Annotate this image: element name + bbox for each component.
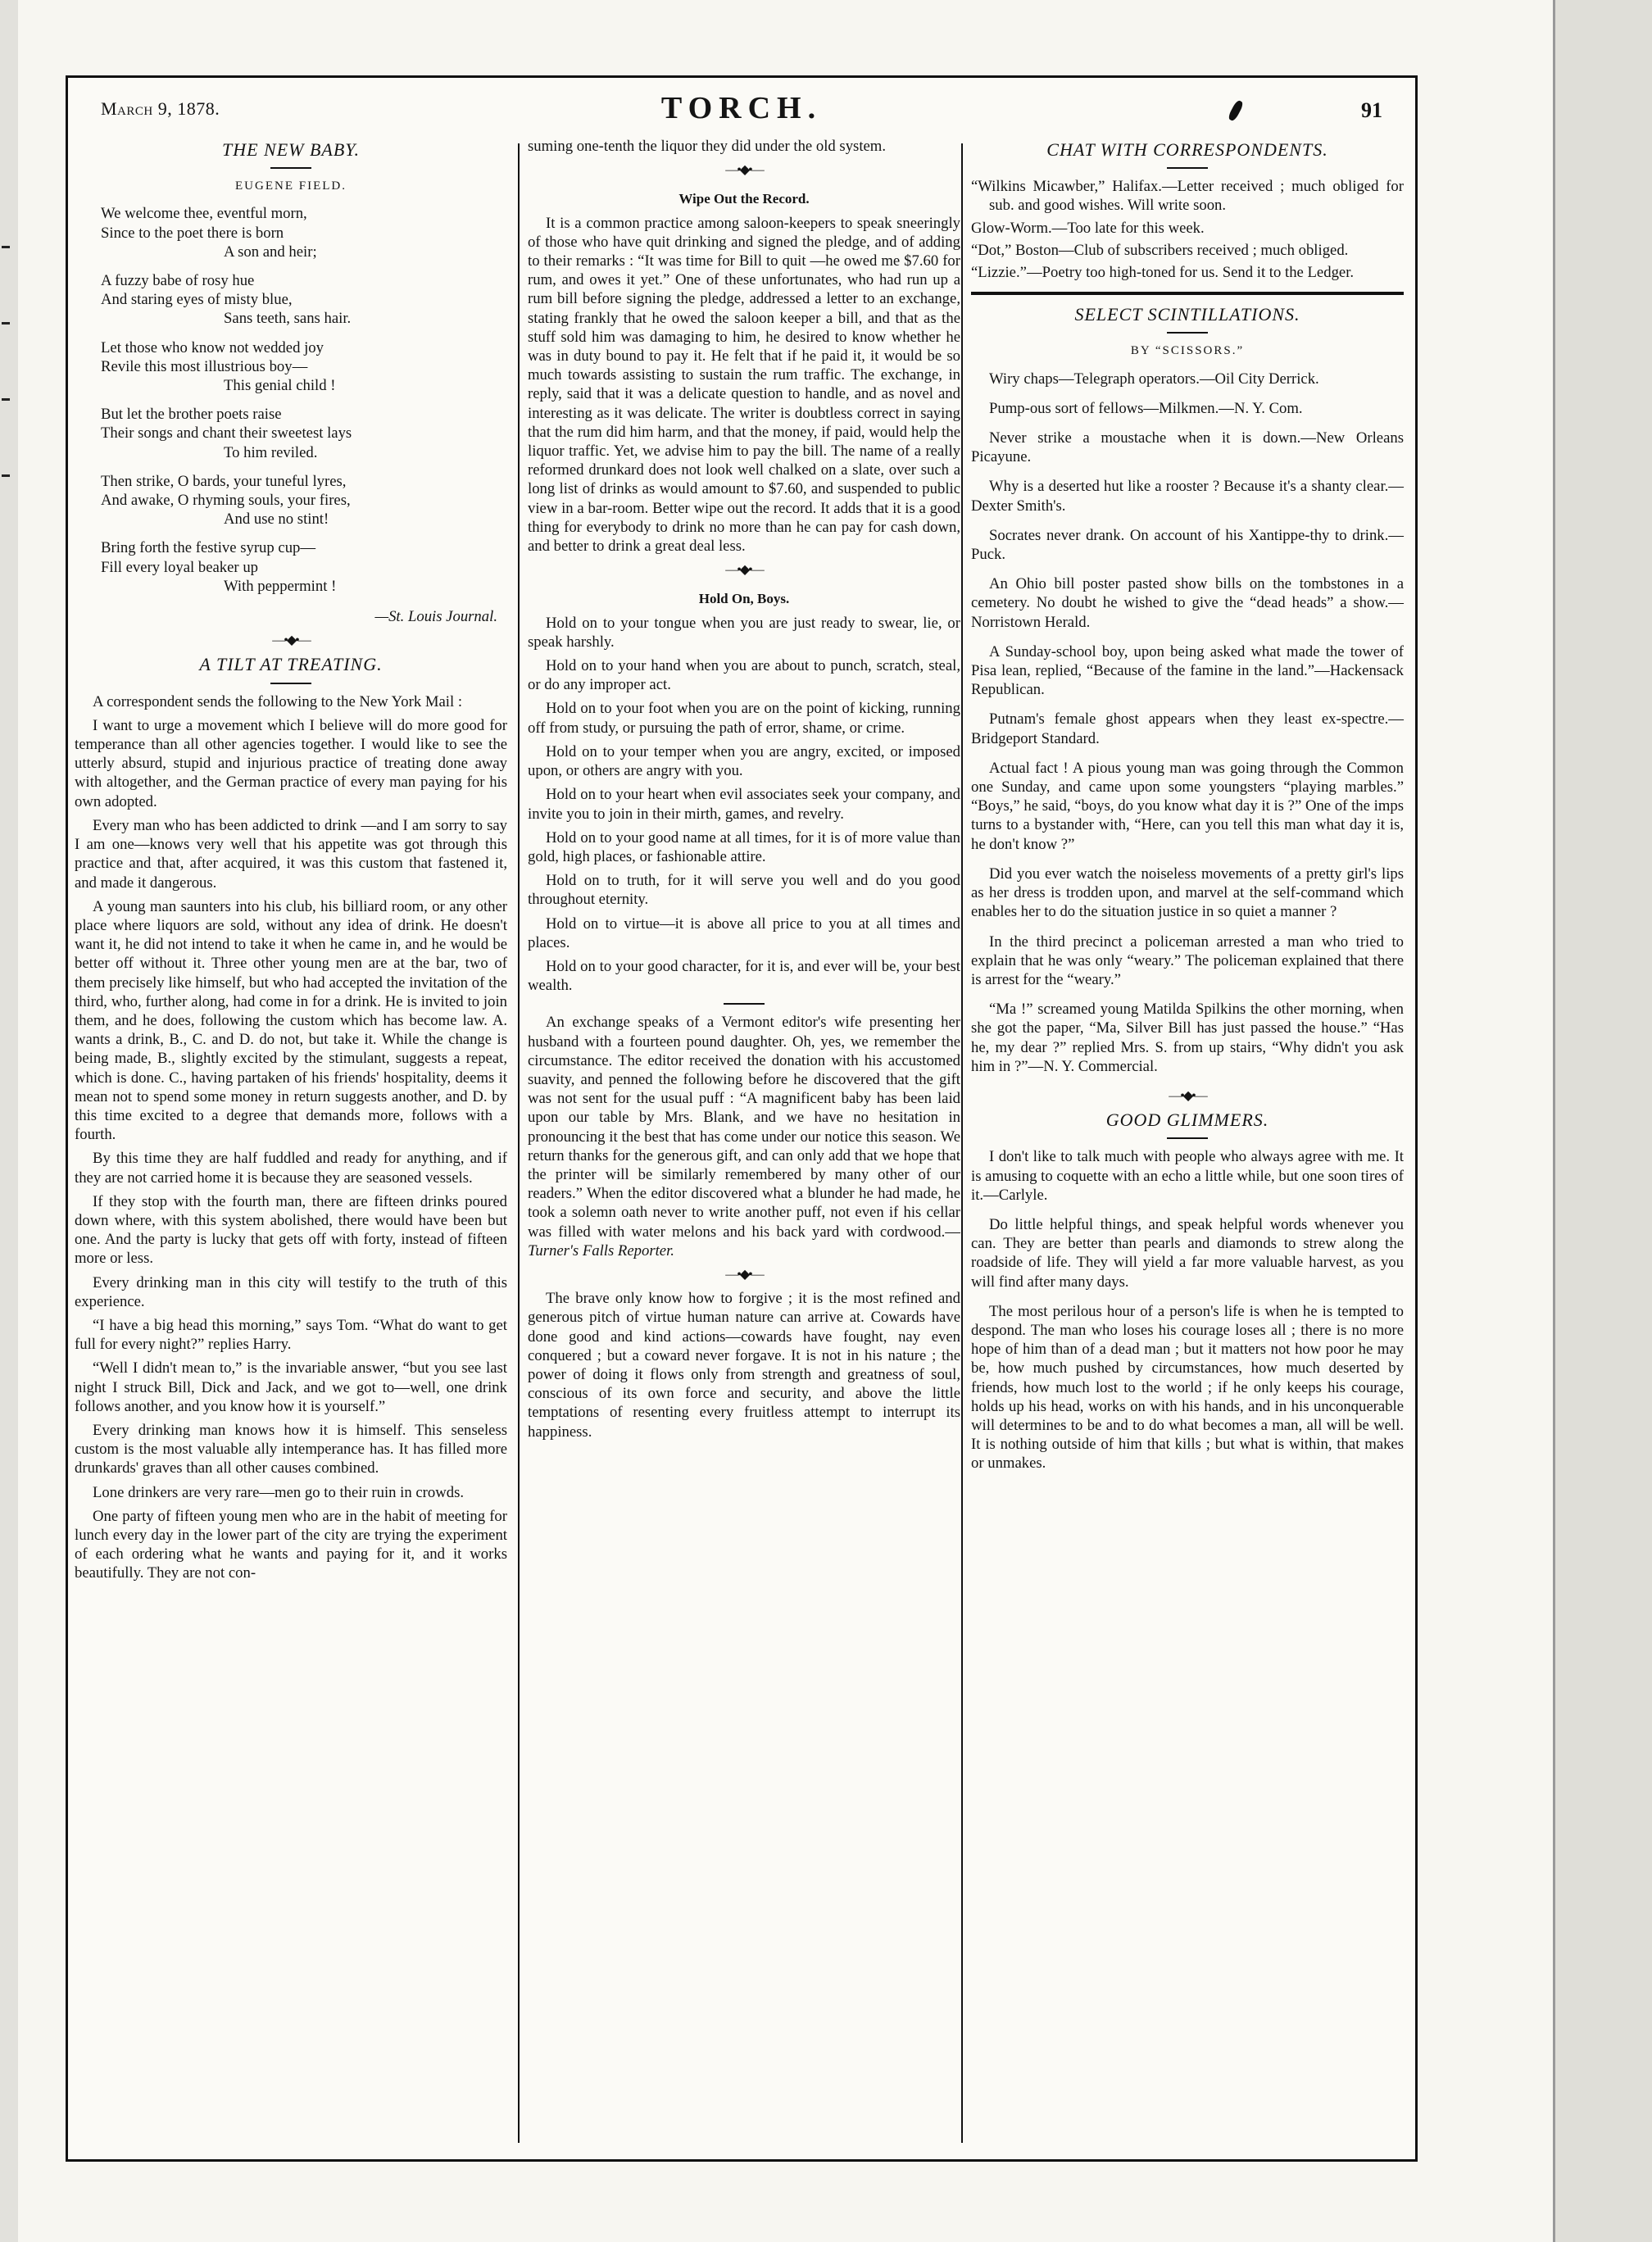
poem-body [101,204,507,596]
poem-line: Fill every loyal beaker up [101,558,259,576]
glimmer-item: The most perilous hour of a person's life is when he is tempted to despond. The man who loses his courage loses all ; there is no more hope of him than of a dead man ; but it matters not how poor he may be, how much pushed by circumstances, how much deserted by friends, how much lost to the world ; if he only keeps his courage, holds up his head, works on with his hands, and in his unconquerable will determines to be and to do what becomes a man, all will be well. It is nothing outside of him that kills ; but what is within, that makes or unmakes. [971,1302,1404,1473]
article-paragraph: Hold on to your hand when you are about to punch, scratch, steal, or do any improper act. [528,657,960,694]
section-rule [971,292,1404,295]
article-paragraph: Hold on to truth, for it will serve you well and do you good throughout eternity. [528,872,960,909]
section-byline: BY “SCISSORS.” [1130,344,1245,358]
poem-title: THE NEW BABY. [221,139,361,160]
poem-line: And use no stint! [224,511,329,529]
correspondence-item: “Dot,” Boston—Club of subscribers received ; much obliged. [971,241,1349,259]
poem-line [101,462,507,472]
spine-marks [2,246,13,551]
article-title: Hold On, Boys. [698,591,790,607]
scintillation-item: An Ohio bill poster pasted show bills on the tombstones in a cemetery. No doubt he wished to give the “dead heads” a show.—Norristown Herald. [971,575,1404,631]
scintillation-item: A Sunday-school boy, upon being asked what made the tower of Pisa lean, replied, “Because of the famine in the land.”—Hackensack Republican. [971,642,1404,699]
poem-line: Since to the poet there is born [101,224,284,242]
poem-source: —St. Louis Journal. [374,608,497,626]
article-paragraph: “Well I didn't mean to,” is the invariable answer, “but you see last night I struck Bill, Dick and Jack, and we got to—well, one drink follows another, and you know how it is yourself.” [75,1359,507,1415]
poem-line: But let the brother poets raise [101,406,282,424]
article-paragraph: Hold on to your temper when you are angry, excited, or imposed upon, or others are angry with you. [528,742,960,780]
poem-line: Revile this most illustrious boy— [101,357,308,375]
article-paragraph: By this time they are half fuddled and ready for anything, and if they are not carried home it is because they are seasoned vessels. [75,1150,507,1187]
poem-line: A son and heir; [224,243,317,261]
ornament-divider: —•◆•— [272,633,310,648]
scintillation-item: “Ma !” screamed young Matilda Spilkins the other morning, when she got the paper, “Ma, Silver Bill has just passed the house.” “Has he, my dear ?” replied Mrs. S. from up stairs, “Why didn't you ask him in ?”—N. Y. Commercial. [971,1001,1404,1075]
glimmer-item: I don't like to talk much with people who always agree with me. It is amusing to coquette with an echo a little while, but one soon tires of it.—Carlyle. [971,1148,1404,1204]
column-rule-1 [518,143,520,2143]
divider [270,167,311,169]
poem-line: We welcome thee, eventful morn, [101,205,307,223]
column-3 [971,137,1404,2144]
article-paragraph: Hold on to your good name at all times, for it is of more value than gold, high places, or fashionable attire. [528,828,960,865]
divider [1167,1137,1208,1139]
poem-line: Sans teeth, sans hair. [224,310,352,328]
section-title: GOOD GLIMMERS. [1105,1110,1269,1131]
article-paragraph: “I have a big head this morning,” says Tom. “What do want to get full for every night?” replies Harry. [75,1316,507,1354]
article-paragraph: One party of fifteen young men who are in the habit of meeting for lunch every day in the lower part of the city are trying the experiment of each ordering what he wants and paying for it, and it works beautifully. They are not con- [75,1507,507,1582]
scan-right-margin [1553,0,1652,2242]
scintillation-item: Wiry chaps—Telegraph operators.—Oil City Derrick. [989,370,1319,388]
poem-line: And staring eyes of misty blue, [101,291,293,309]
divider [1167,167,1208,169]
article-source: Turner's Falls Reporter. [528,1241,674,1259]
scintillation-item: Socrates never drank. On account of his Xantippe-thy to drink.—Puck. [971,526,1404,564]
poem-line [101,529,507,538]
paper-title: TORCH. [660,91,823,125]
article-paragraph: Hold on to your tongue when you are just ready to swear, lie, or speak harshly. [528,614,960,651]
scan-left-margin [0,0,18,2242]
scintillation-item: Never strike a moustache when it is down.—New Orleans Picayune. [971,429,1404,466]
column-rule-2 [961,143,963,2143]
poem-line: Let those who know not wedded joy [101,338,324,356]
ornament-divider: —•◆•— [725,563,763,578]
article-paragraph: Lone drinkers are very rare—men go to their ruin in crowds. [93,1483,465,1501]
divider [724,1003,765,1005]
article-paragraph: Hold on to your good character, for it is, and ever will be, your best wealth. [528,957,960,995]
glimmer-item: Do little helpful things, and speak helpful words whenever you can. They are better than pearls and diamonds to strew along the roadside of life. They will yield a far more valuable harvest, as you will find after many days. [971,1215,1404,1291]
column-2 [528,137,960,2144]
scintillation-item: Actual fact ! A pious young man was going through the Common one Sunday, and came upon some youngsters “playing marbles.” “Boys,” he said, “boys, do you know what day it is ?” One of the imps turns to a bystander with, “Here, can you tell this man what day it is, he don't know ?” [971,759,1404,853]
poem-line: Their songs and chant their sweetest lays [101,424,352,442]
column-1 [75,137,507,2144]
article-paragraph: I want to urge a movement which I believe will do more good for temperance than all other agencies together. I would like to see the utterly absurd, stupid and injurious practice of treating done away with altogether, and the German practice of every man paying for his own adopted. [75,716,507,810]
article-paragraph: Hold on to your heart when evil associates seek your company, and invite you to join in their mirth, games, and revelry. [528,786,960,823]
divider [270,683,311,684]
poem-line: A fuzzy babe of rosy hue [101,272,255,290]
article-paragraph: Every drinking man in this city will testify to the truth of this experience. [75,1273,507,1310]
article-title: A TILT AT TREATING. [199,654,383,675]
poem-line: Bring forth the festive syrup cup— [101,539,316,557]
correspondence-item: “Wilkins Micawber,” Halifax.—Letter received ; much obliged for sub. and good wishes. Will write soon. [971,178,1404,215]
section-title: CHAT WITH CORRESPONDENTS. [1046,139,1328,160]
masthead [101,90,1382,139]
ornament-divider: —•◆•— [1169,1088,1206,1103]
poem-line: Then strike, O bards, your tuneful lyres, [101,472,347,490]
article-paragraph: A young man saunters into his club, his billiard room, or any other place where liquors are sold, without any idea of drink. He doesn't want it, he did not intend to take it when he came in, and he would be better off without it. Three other young men are at the bar, two of them precisely like himself, but who had accepted the invitation of the third, who, further along, had come in for a drink. He is invited to join them, and he does, following the custom which has become law. A. wants a drink, B., C. and D. do not, but take it. While the change is being made, B., slightly excited by the stimulant, suggests a repeat, which is done. C., having partaken of his friends' hospitality, deems it mean not to spend some money in return suggests another, and D. by this time excited to a degree that demands more, follows with a fourth. [75,897,507,1144]
poem-line: To him reviled. [224,443,318,461]
divider [1167,332,1208,334]
article-paragraph: The brave only know how to forgive ; it is the most refined and generous pitch of virtue human nature can arrive at. Cowards have done good and kind actions—cowards have fought, nay even conquered ; but a coward never forgave. It is not in his nature ; the power of doing it flows only from strength and greatness of soul, conscious of its own force and security, and above the little temptations of resenting every fruitless attempt to interrupt its happiness. [528,1290,960,1441]
article-paragraph: A correspondent sends the following to the New York Mail : [93,692,463,710]
scintillation-item: Why is a deserted hut like a rooster ? Because it's a shanty clear.—Dexter Smith's. [971,478,1404,515]
scintillations-list [971,370,1404,1076]
article-paragraph: It is a common practice among saloon-keepers to speak sneeringly of those who have quit drinking and signed the pledge, and of adding to their remarks : “It was time for Bill to quit —he owed me $7.60 for rum, and owes it yet.” One of these unfortunates, who had run up a rum bill before signing the pledge, addressed a letter to an exchange, stating frankly that he owed the saloon keeper a bill, and that as the stuff sold him was damaging to him, he desired to know whether he was in duty bound to pay it. He felt that if he paid it, it would be so much towards assisting to sustain the rum traffic. The exchange, in reply, said that it was a delicate question to handle, and as novel and interesting as it was delicate. The writer is doubtless correct in saying that the rum did him harm, and that the money, if paid, would help the liquor traffic. Yet, we advise him to pay the bill. The name of a really reformed drunkard does not look well chalked on a slate, over such a long list of drinks as would amount to $7.60, and suspended to public view in a bar-room. Better wipe out the record. It adds that it is a good thing for everybody to drink no more than he can pay for cash down, and better to drink a great deal less. [528,214,960,556]
poem-line [101,395,507,405]
article-paragraph [528,1013,960,1260]
ornament-divider: —•◆•— [725,163,763,178]
article-paragraph: Hold on to virtue—it is above all price to you at all times and places. [528,914,960,951]
ornament-divider: —•◆•— [725,1267,763,1282]
article-continuation: suming one-tenth the liquor they did under the old system. [528,138,887,155]
issue-date: March 9, 1878. [101,98,220,119]
article-paragraph: Every drinking man knows how it is himself. This senseless custom is the most valuable ally intemperance has. It has filled more drunkards' graves than all other causes combined. [75,1421,507,1477]
newspaper-page [66,75,1418,2162]
correspondence-item: Glow-Worm.—Too late for this week. [971,219,1205,237]
article-paragraph: Hold on to your foot when you are on the point of kicking, running off from study, or pursuing the path of error, shame, or crime. [528,700,960,737]
glimmers-list [971,1147,1404,1473]
page-number: 91 [1361,98,1382,122]
poem-line [101,261,507,271]
article-paragraph: Every man who has been addicted to drink —and I am sorry to say I am one—knows very well that his appetite was got through this practice and that, after acquired, it was this custom that fastened it, and made it dangerous. [75,816,507,892]
poem-line: And awake, O rhyming souls, your fires, [101,492,351,510]
poem-line: With peppermint ! [224,577,337,595]
section-title: SELECT SCINTILLATIONS. [1074,304,1300,325]
scintillation-item: In the third precinct a policeman arrested a man who tried to explain that he was only “weary.” The policeman explained that there is arrest for the “weary.” [971,933,1404,988]
article-body [528,614,960,996]
scintillation-item: Putnam's female ghost appears when they least ex-spectre.—Bridgeport Standard. [971,710,1404,747]
article-text: An exchange speaks of a Vermont editor's wife presenting her husband with a fourteen pound daughter. Oh, yes, we remember the circumstance. The editor received the donation with his accustomed suavity, and penned the following before he discovered that the gift was not sent for the usual puff : “A magnificent baby has been laid upon our table by Mrs. Blank, and we have no hesitation in pronouncing it the best that has come under our notice this season. We return thanks for the generous gift, and can only add that we hope that the printer will be similarly remembered by many other of our readers.” When the editor discovered what a blunder he had made, he took a solemn oath never to write another puff, not even if his cellar was filled with water melons and his back yard with cordwood.— [528,1014,960,1241]
article-paragraph: If they stop with the fourth man, there are fifteen drinks poured down where, with this system abolished, there would have been but one. And the party is lucky that gets off with forty, instead of fifteen more or less. [75,1192,507,1268]
article-body [75,692,507,1583]
scintillation-item: Did you ever watch the noiseless movements of a pretty girl's lips as her dress is trodden upon, and marvel at the self-command which enables her to do the situation justice in so quiet a manner ? [971,865,1404,921]
correspondence-item: “Lizzie.”—Poetry too high-toned for us. Send it to the Ledger. [971,264,1355,282]
poem-author: EUGENE FIELD. [235,179,347,193]
article-title: Wipe Out the Record. [678,191,810,207]
correspondence-list [971,177,1404,282]
poem-line [101,329,507,338]
poem-line: This genial child ! [224,377,336,395]
scintillation-item: Pump-ous sort of fellows—Milkmen.—N. Y. Com. [989,399,1303,417]
